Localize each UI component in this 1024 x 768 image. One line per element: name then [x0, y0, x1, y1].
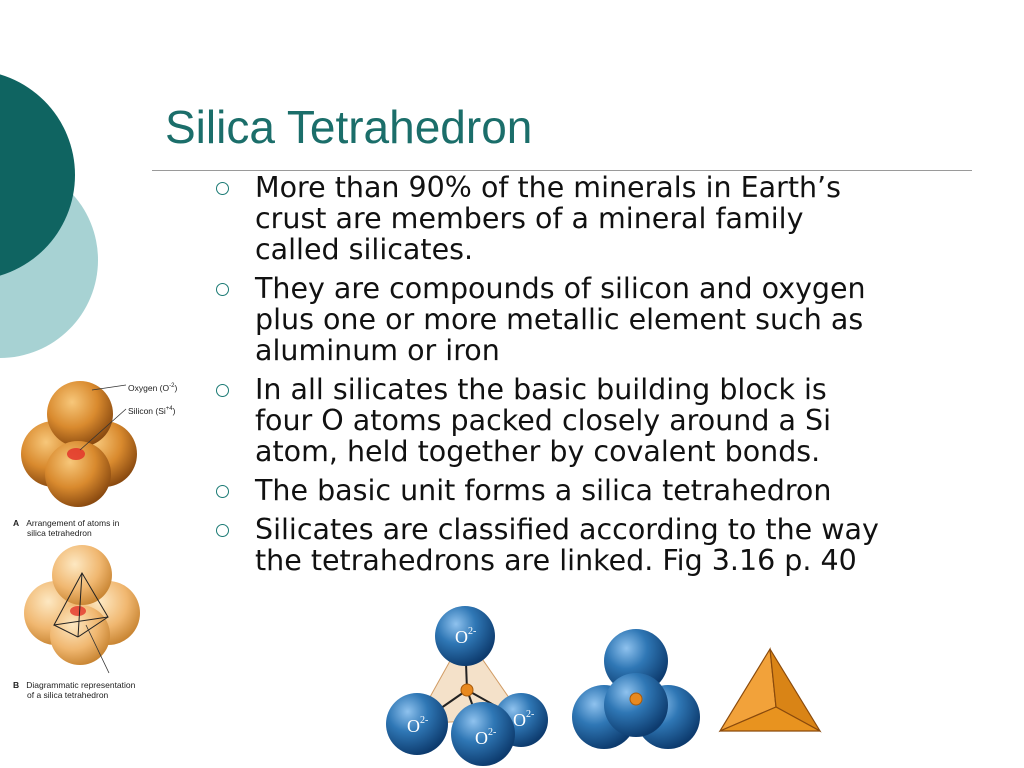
- bullet-line: The basic unit forms a silica tetrahedron: [255, 474, 832, 507]
- silicon-label: Silicon $(Si^{+4})$: [128, 405, 176, 416]
- tetrahedron-solid-icon: [716, 645, 824, 735]
- oxygen-label-left: $O^{2-}$: [407, 715, 429, 736]
- oxygen-label-front: $O^{2-}$: [475, 727, 497, 748]
- hollow-circle-bullet-icon: [216, 384, 229, 397]
- tetrahedron-space-filling-model: [568, 625, 703, 755]
- bullet-item: [214, 514, 1014, 576]
- bullet-item: [214, 273, 1014, 366]
- oxygen-label-top: $O^{2-}$: [455, 626, 477, 647]
- bullet-item: [214, 374, 1014, 467]
- hollow-circle-bullet-icon: [216, 182, 229, 195]
- figure-b-diagram: [14, 545, 154, 675]
- hollow-circle-bullet-icon: [216, 524, 229, 537]
- hollow-circle-bullet-icon: [216, 485, 229, 498]
- slide-title: Silica Tetrahedron: [165, 101, 533, 153]
- figure-a-atom-arrangement: [14, 376, 194, 516]
- bullet-line: crust are members of a mineral family: [255, 202, 804, 235]
- silicon-atom: [461, 684, 473, 696]
- bullet-line: More than 90% of the minerals in Earth’s: [255, 171, 841, 204]
- bullet-line: the tetrahedrons are linked. Fig 3.16 p. 40: [255, 544, 857, 577]
- bullet-line: They are compounds of silicon and oxygen: [255, 272, 866, 305]
- tetrahedron-ball-stick-model: [385, 606, 555, 768]
- silicon-atom: [630, 693, 642, 705]
- bullet-line: In all silicates the basic building block is: [255, 373, 827, 406]
- bullet-line: aluminum or iron: [255, 334, 500, 367]
- decorative-circles: [0, 0, 110, 380]
- bullet-item: [214, 475, 1014, 506]
- hollow-circle-bullet-icon: [216, 283, 229, 296]
- bullet-line: Silicates are classified according to the way: [255, 513, 879, 546]
- bullet-line: four O atoms packed closely around a Si: [255, 404, 831, 437]
- silicon-core: [67, 448, 85, 460]
- oxygen-sphere: [47, 381, 113, 447]
- bullet-line: plus one or more metallic element such as: [255, 303, 864, 336]
- oxygen-label-right: $O^{2-}$: [513, 709, 535, 730]
- figure-a-caption: A Arrangement of atoms in silica tetrahedron: [13, 518, 120, 538]
- bullet-line: atom, held together by covalent bonds.: [255, 435, 821, 468]
- bullet-item: [214, 172, 1014, 265]
- silicon-core: [70, 606, 86, 616]
- bullet-line: called silicates.: [255, 233, 474, 266]
- figure-b-caption: B Diagrammatic representation of a silica tetrahedron: [13, 680, 136, 700]
- oxygen-label: Oxygen $(O^{-2})$: [128, 382, 178, 393]
- bullet-list: [214, 172, 1014, 584]
